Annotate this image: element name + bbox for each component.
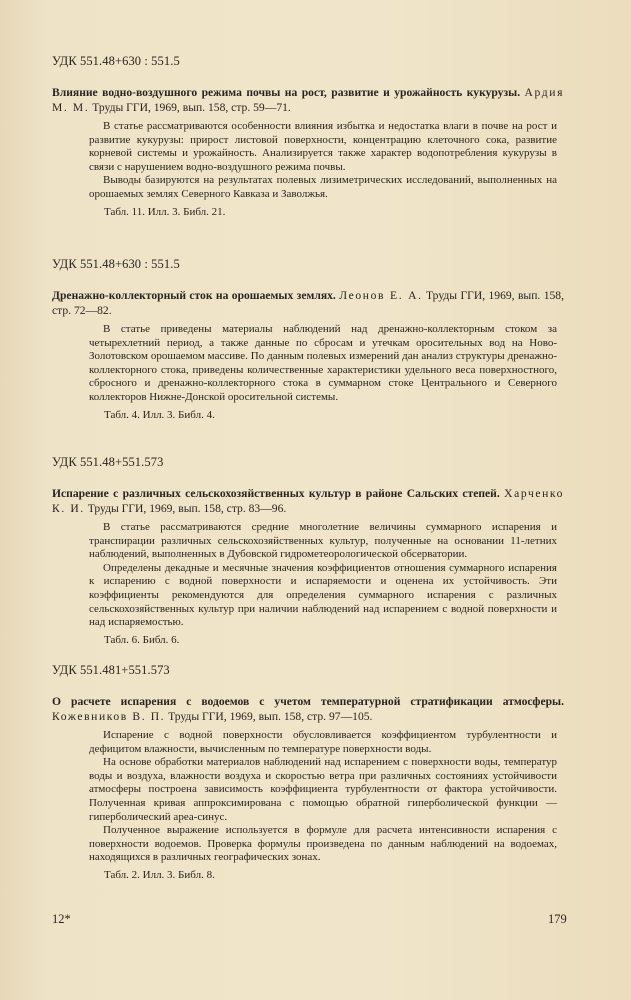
abstract-1 bbox=[52, 54, 564, 219]
abstract-3 bbox=[52, 455, 564, 647]
abstract-paragraph: Полученное выражение используется в формуле для расчета интенсивности испарения с поверхности водоемов. Проверка формулы произведена по данным наблюдений на водоемах, находящихся в различных географических зонах. bbox=[89, 824, 557, 864]
abstract-paragraph: На основе обработки материалов наблюдений над испарением с поверхности воды, температур воды и воздуха, влажности воздуха и скоростью ветра при различных состояниях устойчивости атмосферы построена зависимость коэффициента турбулентности от фактора устойчивости. Полученная кривая аппроксимирована с помощью обратной гиперболической функции — гиперболический ареа-синус. bbox=[89, 756, 557, 823]
abstract-refs: Табл. 4. Илл. 3. Библ. 4. bbox=[104, 408, 215, 421]
article-title: Испарение с различных сельскохозяйственных культур в районе Сальских степей. bbox=[52, 487, 500, 500]
abstract-body bbox=[89, 521, 557, 630]
article-author: Харченко К. И. bbox=[52, 487, 564, 515]
abstract-2 bbox=[52, 257, 564, 422]
abstract-paragraph: Испарение с водной поверхности обусловливается коэффициентом турбулентности и дефицитом влажности, вычисленным по температуре поверхности воды. bbox=[89, 729, 557, 755]
udc-code: УДК 551.481+551.573 bbox=[52, 663, 170, 677]
udc-code: УДК 551.48+630 : 551.5 bbox=[52, 257, 180, 271]
abstract-4 bbox=[52, 663, 564, 882]
abstract-paragraph: В статье приведены материалы наблюдений над дренажно-коллекторным стоком за четырехлетний период, а также данные по сбросам и утечкам оросительных вод на Ново-Золотовском орошаемом массиве. По данным полевых измерений дан анализ структуры дренажно-коллекторного стока, приведены количественные характеристики удельного веса поверхностного, сбросного и дренажно-коллекторного стока в суммарном стоке Центрального и Северного коллекторов Нижне-Донской оросительной системы. bbox=[89, 323, 557, 403]
page-number: 179 bbox=[548, 912, 567, 926]
abstract-paragraph: Определены декадные и месячные значения коэффициентов отношения суммарного испарения к испарению с водной поверхности и испаряемости и оценена их устойчивость. Эти коэффициенты рекомендуются для определения суммарного испарения с различных сельскохозяйственных культур при наличии наблюдений над испарением с водной поверхности и над испаряемостью. bbox=[89, 561, 557, 629]
udc-code: УДК 551.48+630 : 551.5 bbox=[52, 54, 180, 68]
article-source: Труды ГГИ, 1969, вып. 158, стр. 83—96. bbox=[87, 502, 287, 515]
abstract-heading bbox=[52, 694, 564, 724]
article-author: Леонов Е. А. bbox=[339, 289, 423, 302]
abstract-body bbox=[89, 120, 557, 202]
abstract-body bbox=[89, 323, 557, 405]
article-author: Кожевников В. П. bbox=[52, 710, 166, 723]
abstract-paragraph: Выводы базируются на результатах полевых лизиметрических исследований, выполненных на орошаемых землях Северного Кавказа и Заволжья. bbox=[89, 174, 557, 200]
article-source: Труды ГГИ, 1969, вып. 158, стр. 72—82. bbox=[52, 289, 564, 317]
abstract-heading bbox=[52, 486, 564, 516]
abstract-heading bbox=[52, 288, 564, 318]
udc-code: УДК 551.48+551.573 bbox=[52, 455, 164, 469]
article-author: Ардия М. М. bbox=[52, 86, 564, 114]
abstract-refs: Табл. 2. Илл. 3. Библ. 8. bbox=[104, 868, 215, 881]
abstract-refs: Табл. 11. Илл. 3. Библ. 21. bbox=[104, 205, 226, 218]
article-source: Труды ГГИ, 1969, вып. 158, стр. 97—105. bbox=[168, 710, 373, 723]
abstract-paragraph: В статье рассматриваются средние многолетние величины суммарного испарения и транспирации различных сельскохозяйственных культур, полученные на основании 11-летних наблюдений, выполненных в Дубовской гидрометеорологической обсерватории. bbox=[89, 521, 557, 561]
abstract-body bbox=[89, 729, 557, 865]
abstract-refs: Табл. 6. Библ. 6. bbox=[104, 633, 180, 646]
abstract-paragraph: В статье рассматриваются особенности влияния избытка и недостатка влаги в почве на рост и развитие кукурузы: прирост листовой поверхности, концентрацию клеточного сока, развитие корневой системы и урожайность. Анализируется также характер водопотребления кукурузы в связи с нарушением водно-воздушного режима почвы. bbox=[89, 120, 557, 173]
article-title: О расчете испарения с водоемов с учетом температурной стратификации атмосферы. bbox=[52, 695, 564, 708]
signature-mark: 12* bbox=[52, 912, 71, 926]
article-title: Дренажно-коллекторный сток на орошаемых землях. bbox=[52, 289, 336, 302]
abstract-heading bbox=[52, 85, 564, 115]
article-title: Влияние водно-воздушного режима почвы на рост, развитие и урожайность кукурузы. bbox=[52, 86, 521, 99]
article-source: Труды ГГИ, 1969, вып. 158, стр. 59—71. bbox=[92, 101, 291, 114]
